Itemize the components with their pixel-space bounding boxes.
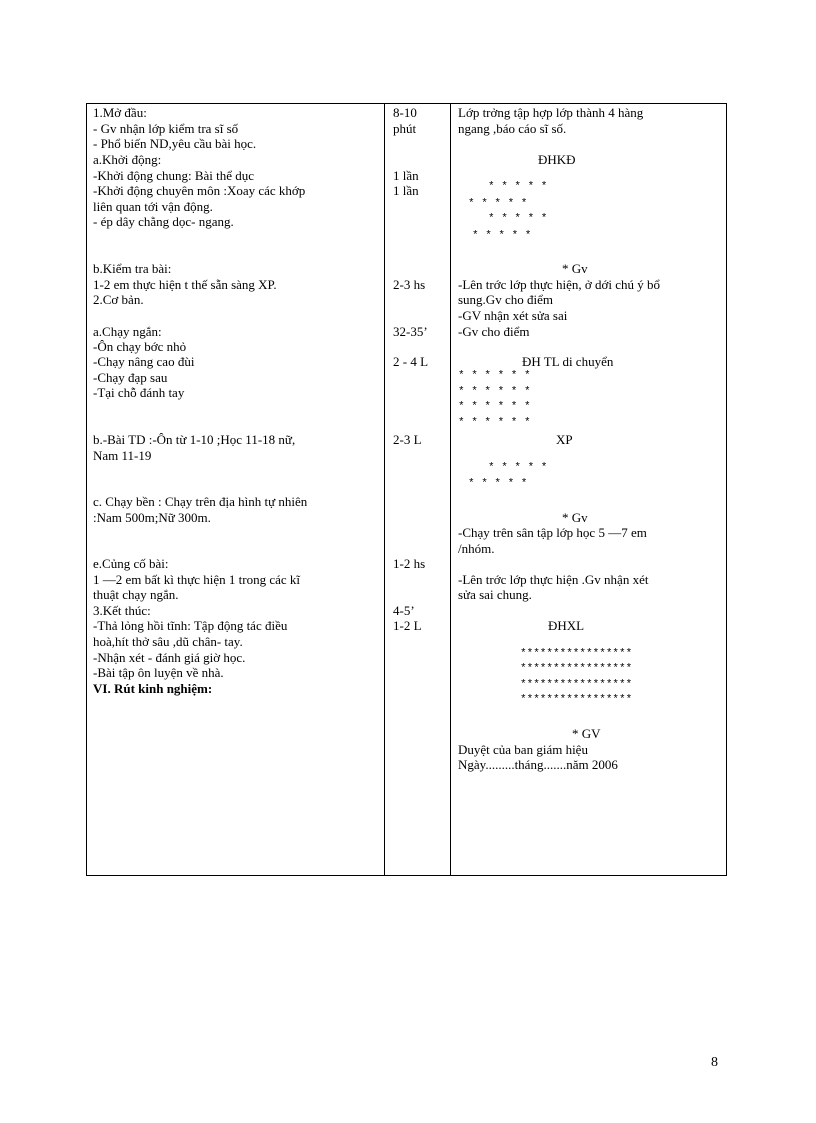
method-line: -Lên trớc lớp thực hiện .Gv nhận xét — [458, 572, 649, 587]
content-line: b.-Bài TD :-Ôn từ 1-10 ;Học 11-18 nữ, — [93, 432, 296, 447]
content-line: -Tại chỗ đánh tay — [93, 385, 185, 400]
content-line: liên quan tới vận động. — [93, 199, 213, 214]
content-line: a.Chạy ngắn: — [93, 324, 162, 339]
relax-stars-row: ***************** — [520, 663, 633, 675]
content-line: 1.Mở đầu: — [93, 105, 147, 120]
content-line: a.Khởi động: — [93, 152, 162, 167]
content-line: -Bài tập ôn luyện về nhà. — [93, 665, 224, 680]
teacher-marker: * Gv — [562, 510, 588, 525]
content-line: c. Chạy bền : Chạy trên địa hình tự nhiên — [93, 494, 308, 509]
content-line: thuật chạy ngắn. — [93, 587, 179, 602]
content-line: -Chạy đạp sau — [93, 370, 168, 385]
column-divider-1 — [384, 104, 385, 875]
content-line: 3.Kết thúc: — [93, 603, 151, 618]
method-line: Lớp trởng tập hợp lớp thành 4 hàng — [458, 105, 644, 120]
dosage-cell: phút — [393, 121, 417, 136]
method-line: -GV nhận xét sửa sai — [458, 308, 568, 323]
dosage-cell: 1 lần — [393, 168, 419, 183]
approval-line: Duyệt của ban giám hiệu — [458, 742, 588, 757]
relax-stars-row: ***************** — [520, 694, 633, 706]
dosage-cell: 2 - 4 L — [393, 354, 429, 369]
content-line: 2.Cơ bản. — [93, 292, 144, 307]
formation-stars-row: * * * * * — [472, 230, 532, 242]
relax-stars-row: ***************** — [520, 648, 633, 660]
section-heading: VI. Rút kinh nghiệm: — [93, 681, 213, 696]
date-line: Ngày.........tháng.......năm 2006 — [458, 757, 618, 772]
group-stars-row: * * * * * * — [458, 417, 531, 429]
dosage-cell: 1-2 L — [393, 618, 422, 633]
dosage-cell: 4-5’ — [393, 603, 415, 618]
content-line: -Thả lỏng hồi tĩnh: Tập động tác điều — [93, 618, 288, 633]
teacher-marker: * GV — [572, 726, 601, 741]
lesson-plan-table — [86, 103, 727, 876]
dosage-cell: 32-35’ — [393, 324, 428, 339]
method-line: sửa sai chung. — [458, 587, 532, 602]
start-stars-row: * * * * * — [468, 478, 528, 490]
formation-stars-row: * * * * * — [488, 181, 548, 193]
group-stars-row: * * * * * * — [458, 370, 531, 382]
content-line: -Chạy nâng cao đùi — [93, 354, 195, 369]
content-line: hoà,hít thở sâu ,dũ chân- tay. — [93, 634, 243, 649]
method-line: sung.Gv cho điểm — [458, 292, 553, 307]
dosage-cell: 8-10 — [393, 105, 417, 120]
dosage-cell: 1 lần — [393, 183, 419, 198]
dosage-cell: 1-2 hs — [393, 556, 426, 571]
column-divider-2 — [450, 104, 451, 875]
formation-stars-row: * * * * * — [468, 198, 528, 210]
content-line: -Khởi động chung: Bài thể dục — [93, 168, 255, 183]
dosage-cell: 2-3 hs — [393, 277, 426, 292]
formation-stars-row: * * * * * — [488, 213, 548, 225]
content-line: -Ôn chạy bớc nhỏ — [93, 339, 187, 354]
formation-label: ĐHXL — [548, 618, 585, 633]
content-line: :Nam 500m;Nữ 300m. — [93, 510, 211, 525]
content-line: - ép dây chằng dọc- ngang. — [93, 214, 234, 229]
content-line: - Phổ biến ND,yêu cầu bài học. — [93, 136, 257, 151]
teacher-marker: * Gv — [562, 261, 588, 276]
method-line: -Lên trớc lớp thực hiện, ở dới chú ý bổ — [458, 277, 661, 292]
formation-label: XP — [556, 432, 573, 447]
content-line: b.Kiểm tra bài: — [93, 261, 172, 276]
method-line: /nhóm. — [458, 541, 495, 556]
content-line: - Gv nhận lớp kiểm tra sĩ số — [93, 121, 239, 136]
content-line: 1 —2 em bất kì thực hiện 1 trong các kĩ — [93, 572, 301, 587]
content-line: 1-2 em thực hiện t thế sẵn sàng XP. — [93, 277, 277, 292]
method-line: ngang ,báo cáo sĩ số. — [458, 121, 567, 136]
content-line: -Khởi động chuyên môn :Xoay các khớp — [93, 183, 306, 198]
relax-stars-row: ***************** — [520, 679, 633, 691]
method-line: -Gv cho điểm — [458, 324, 530, 339]
content-line: Nam 11-19 — [93, 448, 152, 463]
page-number: 8 — [711, 1055, 718, 1070]
method-line: -Chạy trên sân tập lớp học 5 —7 em — [458, 525, 647, 540]
group-stars-row: * * * * * * — [458, 386, 531, 398]
content-line: e.Củng cố bài: — [93, 556, 169, 571]
formation-label: ĐH TL di chuyển — [522, 354, 614, 369]
formation-label: ĐHKĐ — [538, 152, 576, 167]
group-stars-row: * * * * * * — [458, 401, 531, 413]
start-stars-row: * * * * * — [488, 462, 548, 474]
dosage-cell: 2-3 L — [393, 432, 422, 447]
content-line: -Nhận xét - đánh giá giờ học. — [93, 650, 246, 665]
